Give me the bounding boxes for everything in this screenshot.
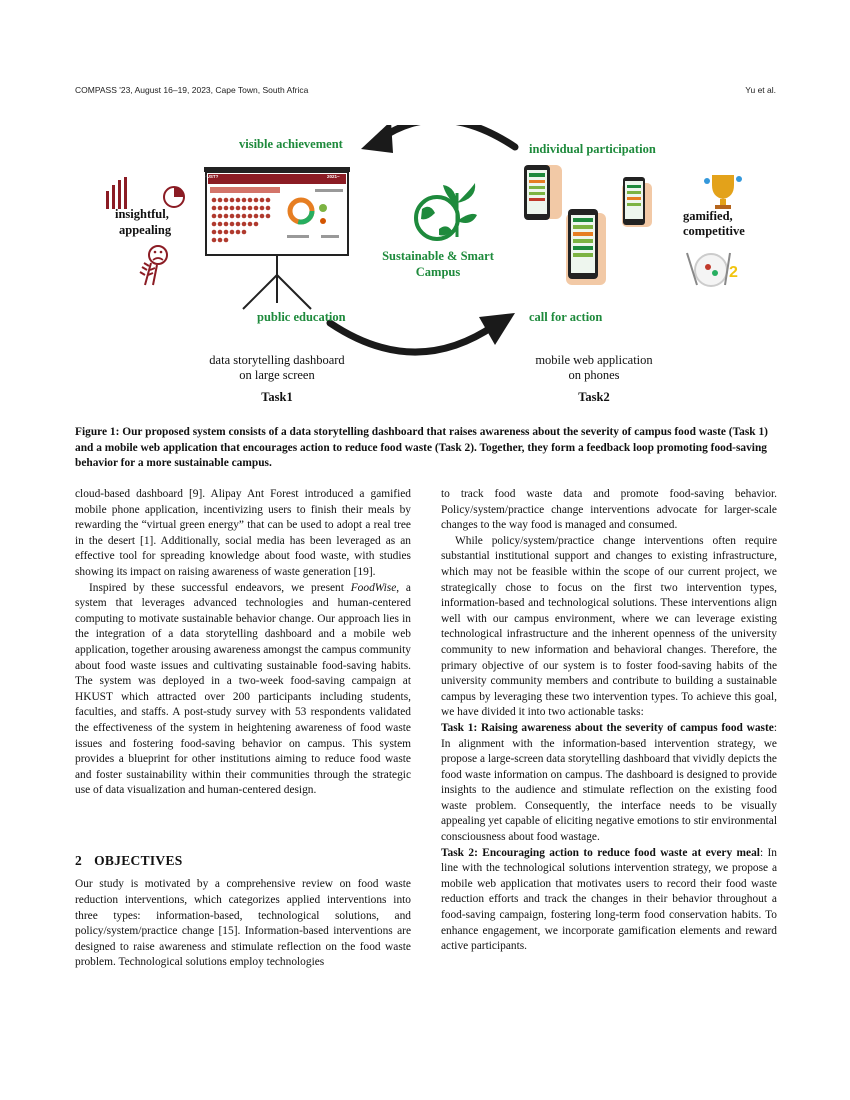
projector-screen-icon [204, 167, 350, 309]
label-individual-participation: individual participation [529, 142, 656, 156]
label-gamified: gamified, [683, 209, 733, 223]
plate-cutlery-icon [687, 253, 730, 286]
label-center-line1: Sustainable & Smart [382, 249, 494, 263]
sad-face-icon [149, 246, 167, 264]
task2-heading: Task 2: Encouraging action to reduce food waste at every meal [441, 846, 760, 859]
paragraph: to track food waste data and promote food-saving behavior. Policy/system/practice change interventions advocate for larger-scale changes to the way food is managed and consumed. [441, 488, 777, 532]
label-visible-achievement: visible achievement [239, 137, 343, 151]
figure-caption: Figure 1: Our proposed system consists of a data storytelling dashboard that raises awareness about the severity of campus food waste (Task 1) and a mobile web application that encourages action to reduce food waste (Task 2). Together, they form a feedback loop promoting food-saving behavior for a more sustainable campus. [75, 426, 768, 469]
paragraph: While policy/system/practice change interventions often require substantial institutional support and changes to existing infrastructure, which may not be feasible within the scope of our current project, we strategically chose to focus on the first two intervention types, information-based and technological solutions. These interventions align well with our campus environment, where we can leverage existing technological infrastructure and the inherent openness of the university community to new information and behavioral changes. Therefore, the primary objective of our system is to foster food-saving habits of the university community members and contribute to building a sustainable campus by leveraging these two intervention types. To achieve this goal, we have divided it into two actionable tasks: [441, 534, 777, 719]
label-competitive: competitive [683, 224, 745, 238]
section-heading [75, 853, 411, 869]
dashboard-line2: on large screen [239, 368, 315, 382]
text-span: Inspired by these successful endeavors, we present [89, 581, 351, 594]
phone-2-icon [566, 209, 606, 285]
wheat-icon [140, 263, 157, 285]
mobile-line2: on phones [568, 368, 620, 382]
bar-chart-icon [106, 177, 127, 209]
paragraph: Our study is motivated by a comprehensive review on food waste reduction interventions, which categorizes applied interventions into three types: information-based, technological solutions, and policy/system/practice change [15]. Information-based interventions are designed to raise awareness and stimulate reflection on the food waste problem. Technological solutions employ technologies [75, 878, 411, 969]
label-call-for-action: call for action [529, 310, 603, 324]
paragraph: cloud-based dashboard [9]. Alipay Ant Forest introduced a gamified mobile phone application, incentivizing users to finish their meals by rewarding the “virtual green energy” that can be used to adopt a real tree in the desert [1]. Additionally, social media has been leveraged as an effective tool for spreading knowledge about food waste, with studies showing its impact on raising awareness of waste generation [19]. [75, 488, 411, 578]
mobile-line1: mobile web application [535, 353, 653, 367]
right-column [441, 487, 777, 955]
label-center-line2: Campus [415, 265, 461, 279]
section-title: OBJECTIVES [94, 852, 183, 868]
task2-label: Task2 [578, 390, 610, 404]
running-header-authors: Yu et al. [745, 85, 776, 95]
task1-heading: Task 1: Raising awareness about the severity of campus food waste [441, 721, 774, 734]
label-appealing: appealing [119, 223, 172, 237]
top-curved-arrow [380, 125, 515, 147]
phone-1-icon [524, 165, 562, 220]
screen-title: How much FOOD we WASTED @ UST? [135, 174, 219, 179]
label-public-education: public education [257, 310, 346, 324]
top-arrowhead [361, 125, 393, 153]
task2-paragraph [441, 846, 777, 955]
task1-paragraph [441, 721, 777, 846]
paragraph-foodwise [75, 581, 411, 799]
bottom-curved-arrow [330, 323, 495, 352]
label-insightful: insightful, [115, 207, 169, 221]
figure-1 [75, 125, 776, 415]
trophy-icon [704, 175, 742, 209]
medal-number-icon: 2 [729, 264, 738, 281]
mobile-description [505, 353, 683, 405]
running-header-venue: COMPASS '23, August 16–19, 2023, Cape Town, South Africa [75, 85, 309, 95]
pie-chart-icon [164, 187, 184, 207]
screen-year: 2021~ [327, 174, 340, 179]
foodwise-emphasis: FoodWise [350, 581, 397, 594]
globe-plant-icon [416, 183, 477, 239]
task1-label: Task1 [261, 390, 293, 404]
phone-3-icon [622, 177, 652, 227]
task2-body: : In line with the technological solutions intervention strategy, we propose a mobile web application that motivates users to record their food waste reduction efforts and track the changes in their behavior throughout a food-saving campaign, fostering long-term food conservation habits. To enhance engagement, we incorporate gamification elements and reward active participants. [441, 846, 777, 953]
dashboard-description [185, 353, 369, 405]
text-span: , a system that leverages advanced technologies and human-centered computing to motivate sustainable behavior change. Our approach lies in the integration of a data storytelling dashboard and a mobile web application, together arousing awareness amongst the campus community about food waste issues and cultivating sustainable food-saving habits. The system was deployed in a two-week food-saving campaign at HKUST which attracted over 200 participants including students, faculties, and staffs. A post-study survey with 53 respondents validated the effectiveness of the system in heightening awareness of food waste issues and fostering food-saving behavior on campus. This system provides a blueprint for other institutions aiming to reduce food waste and foster sustainability within their communities through the strategic use of data visualization and human-centered design. [75, 581, 411, 797]
task1-body: : In alignment with the information-based intervention strategy, we propose a large-screen data storytelling dashboard that vividly depicts the food waste information on campus. The dashboard is designed to provide insights to the audience and stimulate reflection on the existing food waste problem. Consequently, the interface needs to be visually appealing yet capable of eliciting negative emotions to stir environmental consciousness about food wastage. [441, 721, 777, 844]
left-column [75, 487, 411, 971]
dashboard-line1: data storytelling dashboard [209, 353, 345, 367]
section-number: 2 [75, 852, 83, 868]
